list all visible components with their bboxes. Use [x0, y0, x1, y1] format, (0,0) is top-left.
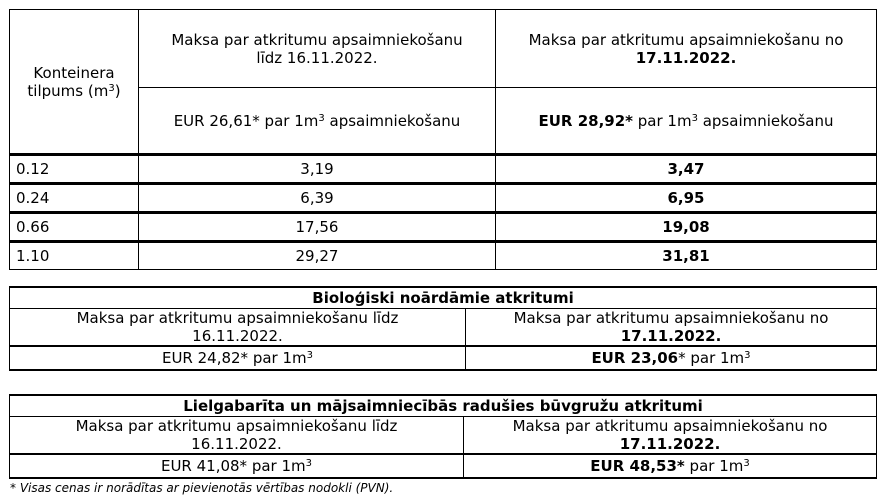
section-title: Lielgabarīta un mājsaimniecībās radušies būvgružu atkritumi — [10, 395, 877, 417]
new-rate: EUR 28,92* par $1m^3$ apsaimniekošanu — [496, 88, 877, 155]
new-price-header: Maksa par atkritumu apsaimniekošanu no 17.11.2022. — [466, 309, 877, 347]
table-row — [10, 242, 877, 270]
biodegradable-waste-table — [9, 286, 877, 371]
old-rate: EUR 41,08* par $1m^3$ — [10, 454, 464, 478]
table-row — [10, 155, 877, 184]
old-price-cell: 17,56 — [139, 213, 496, 242]
volume-cell: 1.10 — [10, 242, 139, 270]
old-price-header: Maksa par atkritumu apsaimniekošanu līdz 16.11.2022. — [10, 309, 466, 347]
new-rate: EUR 48,53* par $1m^3$ — [464, 454, 877, 478]
new-price-header: Maksa par atkritumu apsaimniekošanu no 17.11.2022. — [496, 10, 877, 88]
volume-cell: 0.12 — [10, 155, 139, 184]
new-rate: EUR 23,06* par $1m^3$ — [466, 346, 877, 370]
vat-footnote: * Visas cenas ir norādītas ar pievienotās vērtības nodokli (PVN). — [10, 481, 394, 495]
old-price-cell: 3,19 — [139, 155, 496, 184]
bulky-waste-table — [9, 394, 877, 479]
volume-header: Konteinera tilpums $(m^3)$ — [10, 10, 139, 155]
section-title: Bioloģiski noārdāmie atkritumi — [10, 287, 877, 309]
old-rate: EUR 24,82* par $1m^3$ — [10, 346, 466, 370]
new-price-cell: 31,81 — [496, 242, 877, 270]
old-rate: EUR 26,61* par $1m^3$ apsaimniekošanu — [139, 88, 496, 155]
old-price-header: Maksa par atkritumu apsaimniekošanu līdz 16.11.2022. — [10, 417, 464, 455]
container-price-table — [9, 9, 877, 270]
new-price-cell: 19,08 — [496, 213, 877, 242]
volume-cell: 0.24 — [10, 184, 139, 213]
new-price-cell: 6,95 — [496, 184, 877, 213]
new-price-header: Maksa par atkritumu apsaimniekošanu no 17.11.2022. — [464, 417, 877, 455]
table-row — [10, 213, 877, 242]
new-price-cell: 3,47 — [496, 155, 877, 184]
volume-cell: 0.66 — [10, 213, 139, 242]
old-price-cell: 29,27 — [139, 242, 496, 270]
old-price-cell: 6,39 — [139, 184, 496, 213]
table-row — [10, 184, 877, 213]
old-price-header: Maksa par atkritumu apsaimniekošanu līdz 16.11.2022. — [139, 10, 496, 88]
